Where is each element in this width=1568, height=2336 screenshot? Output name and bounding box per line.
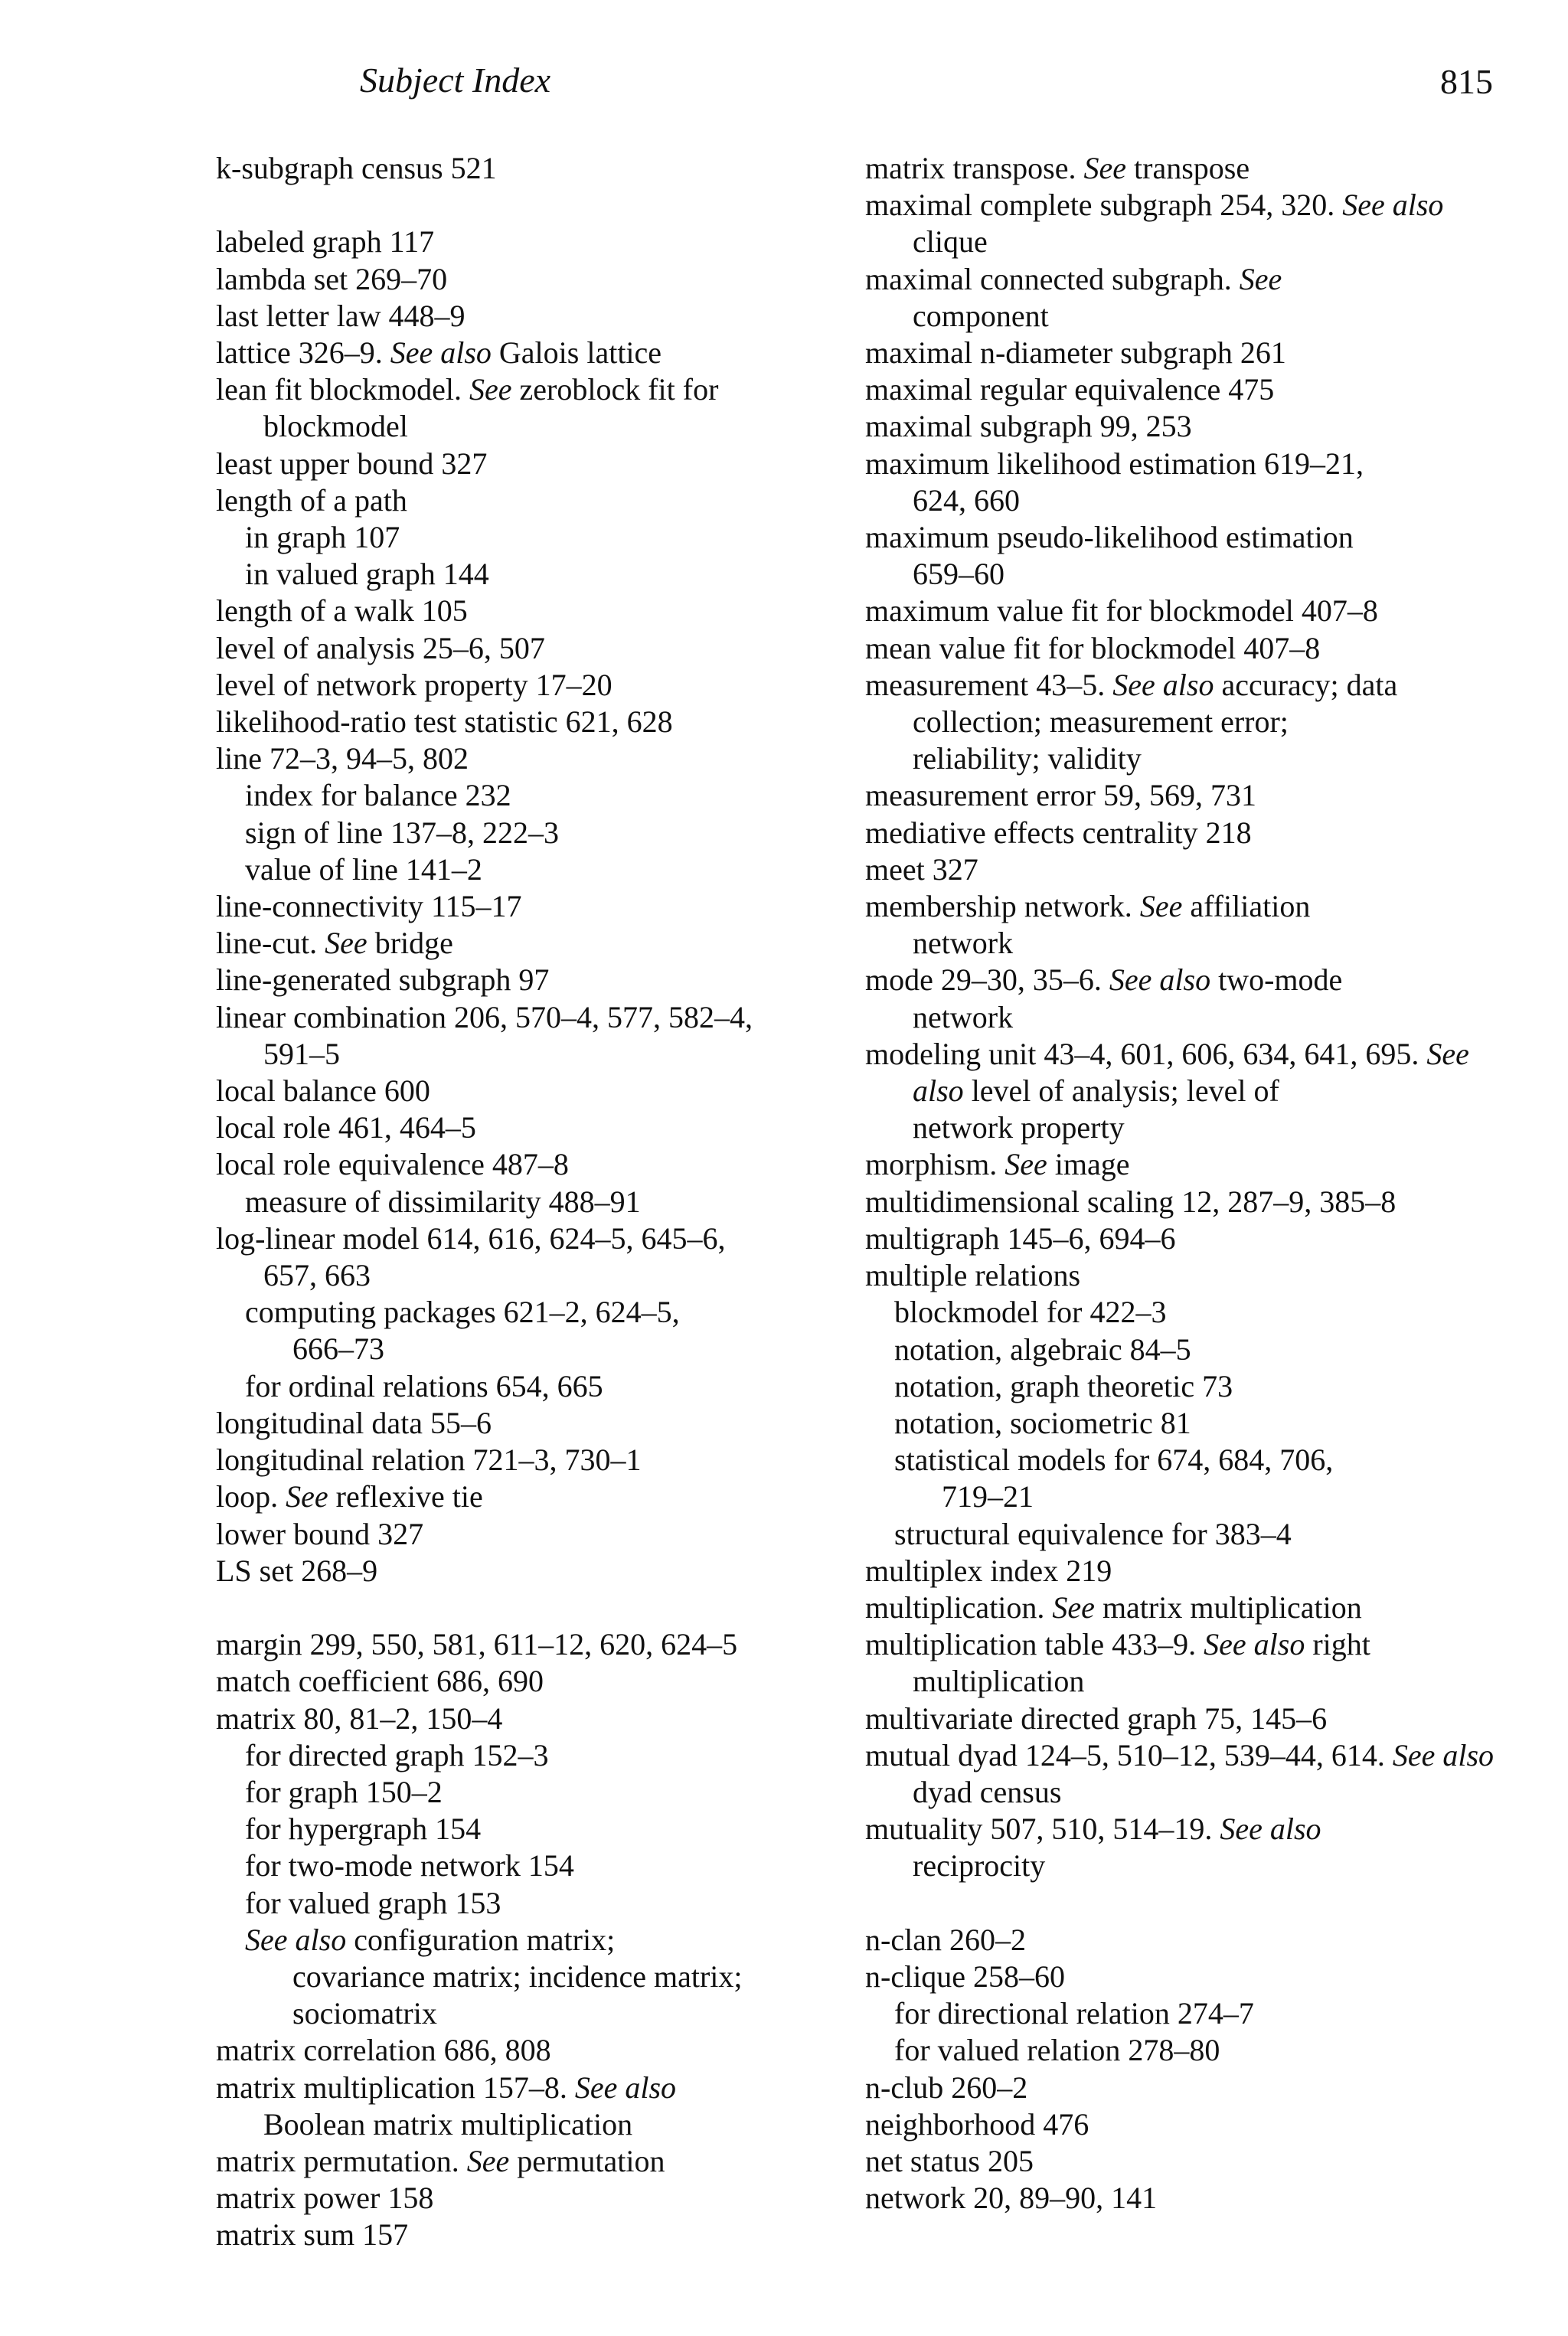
entry-text: line-generated subgraph 97 bbox=[216, 962, 550, 998]
index-entry bbox=[865, 335, 1516, 371]
entry-text: transpose bbox=[1126, 151, 1250, 185]
index-entry bbox=[216, 1663, 828, 1700]
entry-text: clique bbox=[913, 224, 988, 260]
index-entry bbox=[865, 1922, 1516, 1959]
entry-text: matrix multiplication 157–8. bbox=[216, 2070, 575, 2105]
cross-reference-term: See bbox=[1052, 1589, 1095, 1625]
index-entry bbox=[865, 1701, 1516, 1737]
index-subentry bbox=[216, 1774, 828, 1811]
entry-text: line 72–3, 94–5, 802 bbox=[216, 741, 469, 776]
index-entry bbox=[216, 593, 828, 629]
entry-text: local role 461, 464–5 bbox=[216, 1110, 476, 1145]
index-entry bbox=[865, 667, 1516, 778]
entry-text: zeroblock fit for blockmodel bbox=[263, 372, 719, 444]
index-subentry bbox=[865, 1294, 1516, 1331]
entry-text: length of a walk 105 bbox=[216, 593, 468, 629]
cross-reference-term: See also bbox=[390, 335, 492, 370]
index-letter-gap bbox=[216, 187, 828, 224]
entry-text: mutuality 507, 510, 514–19. bbox=[865, 1812, 1220, 1847]
entry-text: line-connectivity 115–17 bbox=[216, 889, 522, 924]
entry-text: reflexive tie bbox=[328, 1479, 483, 1514]
entry-text: level of network property 17–20 bbox=[216, 667, 612, 702]
entry-text: multiplex index 219 bbox=[865, 1553, 1112, 1588]
index-subentry bbox=[216, 777, 828, 814]
index-entry bbox=[865, 630, 1516, 667]
index-entry bbox=[865, 261, 1516, 335]
entry-text: maximal regular equivalence 475 bbox=[865, 372, 1275, 407]
index-entry bbox=[216, 1442, 828, 1478]
index-subentry bbox=[216, 851, 828, 888]
entry-text: least upper bound 327 bbox=[216, 446, 488, 481]
entry-text: lattice 326–9. bbox=[216, 335, 390, 370]
index-entry bbox=[865, 1220, 1516, 1257]
entry-text: maximum likelihood estimation 619–21, 624, 660 bbox=[865, 446, 1364, 518]
entry-text: value of line 141–2 bbox=[245, 851, 482, 887]
entry-text: in valued graph 144 bbox=[245, 557, 489, 592]
entry-text: matrix multiplication bbox=[1094, 1589, 1362, 1625]
index-letter-gap bbox=[216, 1589, 828, 1626]
entry-text: statistical models for 674, 684, 706, 719–21 bbox=[894, 1442, 1334, 1514]
index-column-left bbox=[216, 150, 828, 2254]
entry-text: n-clan 260–2 bbox=[865, 1922, 1026, 1957]
entry-text: lambda set 269–70 bbox=[216, 261, 448, 296]
running-title: Subject Index bbox=[360, 60, 551, 100]
index-subentry bbox=[865, 1516, 1516, 1553]
entry-text: network 20, 89–90, 141 bbox=[865, 2181, 1158, 2216]
cross-reference-term: See bbox=[286, 1479, 328, 1514]
index-subentry bbox=[865, 1995, 1516, 2032]
index-entry bbox=[865, 2106, 1516, 2143]
entry-text: last letter law 448–9 bbox=[216, 298, 466, 333]
entry-text: matrix correlation 686, 808 bbox=[216, 2033, 551, 2068]
page-number: 815 bbox=[1440, 62, 1493, 101]
entry-text: longitudinal data 55–6 bbox=[216, 1405, 492, 1440]
entry-text: notation, algebraic 84–5 bbox=[894, 1331, 1191, 1367]
entry-text: matrix power 158 bbox=[216, 2181, 434, 2216]
index-entry bbox=[865, 2070, 1516, 2106]
entry-text: multidimensional scaling 12, 287–9, 385–8 bbox=[865, 1184, 1396, 1219]
index-entry bbox=[865, 851, 1516, 888]
entry-text: computing packages 621–2, 624–5, 666–73 bbox=[245, 1295, 680, 1367]
index-entry bbox=[216, 1405, 828, 1442]
entry-text: local balance 600 bbox=[216, 1073, 430, 1109]
index-entry bbox=[865, 1959, 1516, 1995]
entry-text: length of a path bbox=[216, 482, 407, 518]
index-subentry bbox=[216, 556, 828, 593]
index-entry bbox=[865, 593, 1516, 629]
index-subentry bbox=[865, 1368, 1516, 1405]
index-entry bbox=[216, 446, 828, 482]
index-entry bbox=[865, 2143, 1516, 2180]
index-entry bbox=[216, 1146, 828, 1183]
entry-text: mediative effects centrality 218 bbox=[865, 815, 1252, 850]
index-entry bbox=[216, 667, 828, 704]
index-entry bbox=[216, 1701, 828, 1737]
entry-text: measurement error 59, 569, 731 bbox=[865, 778, 1256, 813]
index-entry bbox=[216, 261, 828, 298]
entry-text: matrix transpose. bbox=[865, 151, 1084, 185]
index-entry bbox=[865, 187, 1516, 260]
entry-text: match coefficient 686, 690 bbox=[216, 1664, 544, 1699]
index-entry bbox=[216, 888, 828, 925]
cross-reference-term: See also bbox=[574, 2070, 677, 2105]
index-entry bbox=[216, 2180, 828, 2217]
entry-text: LS set 268–9 bbox=[216, 1553, 378, 1588]
index-entry bbox=[865, 1257, 1516, 1294]
entry-text: level of analysis 25–6, 507 bbox=[216, 630, 545, 665]
cross-reference-term: See also bbox=[1109, 962, 1211, 998]
entry-text: k-subgraph census 521 bbox=[216, 151, 497, 185]
entry-text: image bbox=[1047, 1147, 1130, 1182]
index-entry bbox=[216, 2070, 828, 2143]
entry-text: index for balance 232 bbox=[245, 778, 511, 813]
entry-text: in graph 107 bbox=[245, 520, 400, 555]
entry-text: for directional relation 274–7 bbox=[894, 1996, 1254, 2031]
entry-text: labeled graph 117 bbox=[216, 224, 435, 260]
cross-reference-term: See bbox=[1139, 889, 1183, 924]
index-subentry bbox=[865, 1442, 1516, 1515]
cross-reference-term: See also bbox=[913, 1036, 1469, 1109]
index-subentry bbox=[216, 815, 828, 851]
index-entry bbox=[216, 704, 828, 740]
index-entry bbox=[865, 1811, 1516, 1884]
index-entry bbox=[865, 888, 1516, 962]
index-subentry bbox=[216, 1184, 828, 1220]
entry-text: maximal subgraph 99, 253 bbox=[865, 409, 1192, 444]
entry-text: meet 327 bbox=[865, 851, 978, 887]
index-entry bbox=[216, 630, 828, 667]
index-subentry bbox=[216, 519, 828, 556]
index-entry bbox=[216, 740, 828, 777]
entry-text: maximum pseudo-likelihood estimation 659–60 bbox=[865, 520, 1354, 592]
entry-text: maximal n-diameter subgraph 261 bbox=[865, 335, 1286, 371]
entry-text: multigraph 145–6, 694–6 bbox=[865, 1220, 1176, 1256]
entry-text: notation, sociometric 81 bbox=[894, 1405, 1191, 1440]
entry-text: mutual dyad 124–5, 510–12, 539–44, 614. bbox=[865, 1737, 1393, 1772]
entry-text: multiplication. bbox=[865, 1589, 1053, 1625]
index-subentry bbox=[865, 1331, 1516, 1368]
cross-reference-term: See bbox=[1083, 151, 1127, 185]
entry-text: reciprocity bbox=[913, 1848, 1046, 1884]
entry-text: Galois lattice bbox=[491, 335, 662, 370]
index-entry bbox=[216, 1220, 828, 1294]
index-entry bbox=[865, 446, 1516, 519]
index-entry bbox=[216, 1073, 828, 1109]
index-entry bbox=[865, 1553, 1516, 1589]
index-entry bbox=[216, 1553, 828, 1589]
index-entry bbox=[216, 371, 828, 445]
index-entry bbox=[865, 408, 1516, 445]
entry-text: maximal connected subgraph. bbox=[865, 261, 1240, 296]
index-letter-gap bbox=[865, 1885, 1516, 1922]
entry-text: measure of dissimilarity 488–91 bbox=[245, 1184, 641, 1219]
index-entry bbox=[865, 150, 1516, 187]
cross-reference-term: See also bbox=[1392, 1737, 1494, 1772]
index-subentry bbox=[216, 1922, 828, 2033]
cross-reference-term: See also bbox=[1112, 667, 1214, 702]
index-entry bbox=[865, 519, 1516, 593]
index-entry bbox=[216, 335, 828, 371]
entry-text: permutation bbox=[509, 2143, 665, 2178]
entry-text: matrix 80, 81–2, 150–4 bbox=[216, 1701, 503, 1736]
index-entry bbox=[216, 2217, 828, 2253]
cross-reference-term: See also bbox=[1220, 1812, 1321, 1847]
entry-text: mode 29–30, 35–6. bbox=[865, 962, 1109, 998]
cross-reference-term: See also bbox=[1204, 1627, 1305, 1662]
entry-text: two-mode network bbox=[913, 962, 1343, 1034]
entry-text: affiliation network bbox=[913, 889, 1311, 961]
index-entry bbox=[216, 150, 828, 187]
entry-text: multivariate directed graph 75, 145–6 bbox=[865, 1701, 1328, 1736]
index-entry bbox=[865, 1589, 1516, 1626]
entry-text: right multiplication bbox=[913, 1627, 1370, 1699]
index-entry bbox=[216, 482, 828, 519]
entry-text: matrix sum 157 bbox=[216, 2217, 409, 2253]
entry-text: blockmodel for 422–3 bbox=[894, 1295, 1167, 1330]
entry-text: dyad census bbox=[913, 1774, 1062, 1809]
index-entry bbox=[216, 1626, 828, 1663]
entry-text: n-club 260–2 bbox=[865, 2070, 1028, 2105]
entry-text: for ordinal relations 654, 665 bbox=[245, 1368, 603, 1403]
entry-text: net status 205 bbox=[865, 2143, 1034, 2178]
entry-text: linear combination 206, 570–4, 577, 582–4, 591–5 bbox=[216, 999, 753, 1071]
index-entry bbox=[865, 1036, 1516, 1147]
index-subentry bbox=[865, 2032, 1516, 2069]
entry-text: bridge bbox=[367, 926, 453, 961]
entry-text: local role equivalence 487–8 bbox=[216, 1147, 569, 1182]
entry-text: for directed graph 152–3 bbox=[245, 1737, 549, 1772]
cross-reference-term: See bbox=[466, 2143, 510, 2178]
entry-text: multiplication table 433–9. bbox=[865, 1627, 1204, 1662]
index-entry bbox=[216, 999, 828, 1073]
index-column-right bbox=[865, 150, 1516, 2217]
entry-text: log-linear model 614, 616, 624–5, 645–6, 657, 663 bbox=[216, 1220, 726, 1293]
index-subentry bbox=[216, 1848, 828, 1884]
entry-text: maximal complete subgraph 254, 320. bbox=[865, 188, 1343, 223]
index-entry bbox=[865, 1184, 1516, 1220]
entry-text: mean value fit for blockmodel 407–8 bbox=[865, 630, 1321, 665]
index-entry bbox=[865, 1737, 1516, 1811]
entry-text: for two-mode network 154 bbox=[245, 1848, 574, 1884]
entry-text: sign of line 137–8, 222–3 bbox=[245, 815, 559, 850]
entry-text: n-clique 258–60 bbox=[865, 1959, 1066, 1994]
entry-text: modeling unit 43–4, 601, 606, 634, 641, 695. bbox=[865, 1036, 1427, 1071]
entry-text: longitudinal relation 721–3, 730–1 bbox=[216, 1442, 642, 1478]
entry-text: membership network. bbox=[865, 889, 1140, 924]
index-entry bbox=[865, 2180, 1516, 2217]
entry-text: lower bound 327 bbox=[216, 1516, 424, 1551]
cross-reference-term: See bbox=[325, 926, 368, 961]
entry-text: for hypergraph 154 bbox=[245, 1812, 482, 1847]
entry-text: configuration matrix; covariance matrix; incidence matrix; sociomatrix bbox=[292, 1922, 743, 2031]
cross-reference-term: See bbox=[469, 372, 512, 407]
index-entry bbox=[216, 1478, 828, 1515]
index-entry bbox=[216, 1516, 828, 1553]
entry-text: loop. bbox=[216, 1479, 286, 1514]
entry-text: maximum value fit for blockmodel 407–8 bbox=[865, 593, 1378, 629]
entry-text: component bbox=[913, 298, 1049, 333]
index-subentry bbox=[216, 1811, 828, 1848]
index-entry bbox=[216, 2143, 828, 2180]
entry-text: accuracy; data collection; measurement error; reliability; validity bbox=[913, 667, 1398, 776]
cross-reference-term: See also bbox=[245, 1922, 347, 1957]
entry-text: line-cut. bbox=[216, 926, 325, 961]
entry-text: matrix permutation. bbox=[216, 2143, 467, 2178]
entry-text: structural equivalence for 383–4 bbox=[894, 1516, 1292, 1551]
index-subentry bbox=[216, 1737, 828, 1774]
entry-text: margin 299, 550, 581, 611–12, 620, 624–5 bbox=[216, 1627, 738, 1662]
cross-reference-term: See also bbox=[1342, 188, 1444, 223]
entry-text: level of analysis; level of network property bbox=[913, 1073, 1279, 1145]
index-entry bbox=[216, 1109, 828, 1146]
index-entry bbox=[865, 962, 1516, 1035]
index-entry bbox=[865, 777, 1516, 814]
entry-text: measurement 43–5. bbox=[865, 667, 1113, 702]
cross-reference-term: See bbox=[1239, 261, 1282, 296]
index-entry bbox=[865, 1146, 1516, 1183]
entry-text: neighborhood 476 bbox=[865, 2106, 1089, 2142]
index-entry bbox=[216, 224, 828, 260]
index-subentry bbox=[865, 1405, 1516, 1442]
entry-text: likelihood-ratio test statistic 621, 628 bbox=[216, 704, 673, 740]
index-entry bbox=[865, 371, 1516, 408]
index-entry bbox=[865, 1626, 1516, 1700]
entry-text: for valued relation 278–80 bbox=[894, 2033, 1220, 2068]
index-entry bbox=[216, 925, 828, 962]
cross-reference-term: See bbox=[1004, 1147, 1047, 1182]
entry-text: for valued graph 153 bbox=[245, 1885, 501, 1920]
entry-text: notation, graph theoretic 73 bbox=[894, 1368, 1233, 1403]
index-entry bbox=[865, 815, 1516, 851]
entry-text: lean fit blockmodel. bbox=[216, 372, 470, 407]
index-entry bbox=[216, 962, 828, 998]
entry-text: Boolean matrix multiplication bbox=[263, 2106, 633, 2142]
index-entry bbox=[216, 298, 828, 335]
index-subentry bbox=[216, 1885, 828, 1922]
index-entry bbox=[216, 2032, 828, 2069]
entry-text: for graph 150–2 bbox=[245, 1774, 443, 1809]
entry-text: multiple relations bbox=[865, 1258, 1081, 1293]
entry-text: morphism. bbox=[865, 1147, 1005, 1182]
index-subentry bbox=[216, 1294, 828, 1367]
index-subentry bbox=[216, 1368, 828, 1405]
